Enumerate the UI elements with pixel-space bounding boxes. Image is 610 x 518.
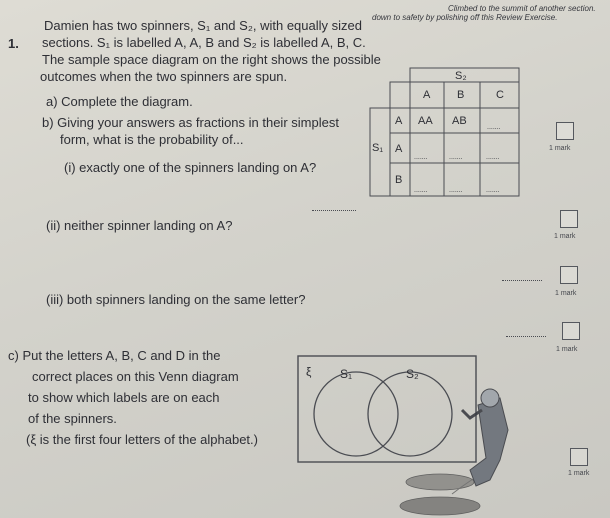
mark-box-b-i[interactable] (556, 122, 574, 140)
part-b-line-2: form, what is the probability of... (60, 132, 244, 147)
venn-circle-s1 (314, 372, 398, 456)
answer-line-b-iii[interactable] (506, 336, 546, 337)
part-b-ii: (ii) neither spinner landing on A? (46, 218, 233, 233)
cell-2-2: ....... (486, 187, 500, 194)
cell-1-1: ....... (449, 154, 463, 161)
part-c-line-4: of the spinners. (28, 411, 117, 426)
mark-box-b-ii[interactable] (560, 210, 578, 228)
cell-1-0: ....... (414, 154, 428, 161)
climber-illustration (400, 389, 508, 515)
mark-label-c: 1 mark (556, 346, 578, 353)
cell-2-0: ....... (414, 187, 428, 194)
cell-0-1: AB (452, 115, 467, 127)
intro-line-4: outcomes when the two spinners are spun. (40, 69, 288, 84)
grid-left-strip (370, 108, 390, 196)
intro-line-2: sections. S₁ is labelled A, A, B and S₂ is labelled A, B, C. (42, 35, 366, 50)
row-label-b: B (395, 174, 403, 186)
col-label-a: A (423, 89, 431, 101)
venn-xi-label: ξ (306, 365, 312, 379)
part-b-line-1: b) Giving your answers as fractions in their simplest (42, 115, 339, 130)
cell-2-1: ....... (449, 187, 463, 194)
climber-head (481, 389, 499, 407)
s1-header: S₁ (372, 142, 384, 154)
rock-base (400, 497, 480, 515)
mark-label-b-iii: 1 mark (555, 290, 577, 297)
climber-body (470, 398, 508, 486)
col-label-c: C (496, 89, 504, 101)
venn-s1-label: S₁ (340, 367, 353, 381)
venn-s2-label: S₂ (406, 367, 419, 381)
part-a: a) Complete the diagram. (46, 94, 193, 109)
mark-label-b-i: 1 mark (549, 145, 571, 152)
mark-label-b-ii: 1 mark (554, 233, 576, 240)
grid-outer (390, 82, 519, 196)
cell-0-2: ....... (487, 124, 501, 131)
question-number: 1. (8, 36, 19, 51)
part-b-iii: (iii) both spinners landing on the same letter? (46, 292, 306, 307)
col-label-b: B (457, 89, 465, 101)
mark-label-d: 1 mark (568, 470, 590, 477)
mark-box-b-iii[interactable] (560, 266, 578, 284)
mark-box-d[interactable] (570, 448, 588, 466)
part-c-line-1: c) Put the letters A, B, C and D in the (8, 348, 221, 363)
venn-circle-s2 (368, 372, 452, 456)
answer-line-b-ii[interactable] (502, 280, 542, 281)
s2-header: S₂ (455, 70, 467, 82)
part-b-i: (i) exactly one of the spinners landing on A? (64, 160, 317, 175)
header-line-2: down to safety by polishing off this Review Exercise. (372, 13, 558, 22)
venn-universal-box (298, 356, 476, 462)
part-c-line-5: (ξ is the first four letters of the alphabet.) (26, 432, 258, 447)
cell-0-0: AA (418, 115, 433, 127)
grid-top-strip (410, 68, 519, 82)
rope (452, 470, 488, 494)
mark-box-c[interactable] (562, 322, 580, 340)
part-c-line-2: correct places on this Venn diagram (32, 369, 239, 384)
row-label-a2: A (395, 143, 403, 155)
row-label-a1: A (395, 115, 403, 127)
rock-top (406, 474, 474, 490)
intro-line-3: The sample space diagram on the right shows the possible (42, 52, 381, 67)
climber-arm (462, 410, 482, 418)
header-line-1: Climbed to the summit of another section. (448, 4, 596, 13)
intro-line-1: Damien has two spinners, S₁ and S₂, with equally sized (44, 18, 362, 33)
answer-line-b-i[interactable] (312, 210, 356, 211)
cell-1-2: ....... (486, 154, 500, 161)
part-c-line-3: to show which labels are on each (28, 390, 220, 405)
